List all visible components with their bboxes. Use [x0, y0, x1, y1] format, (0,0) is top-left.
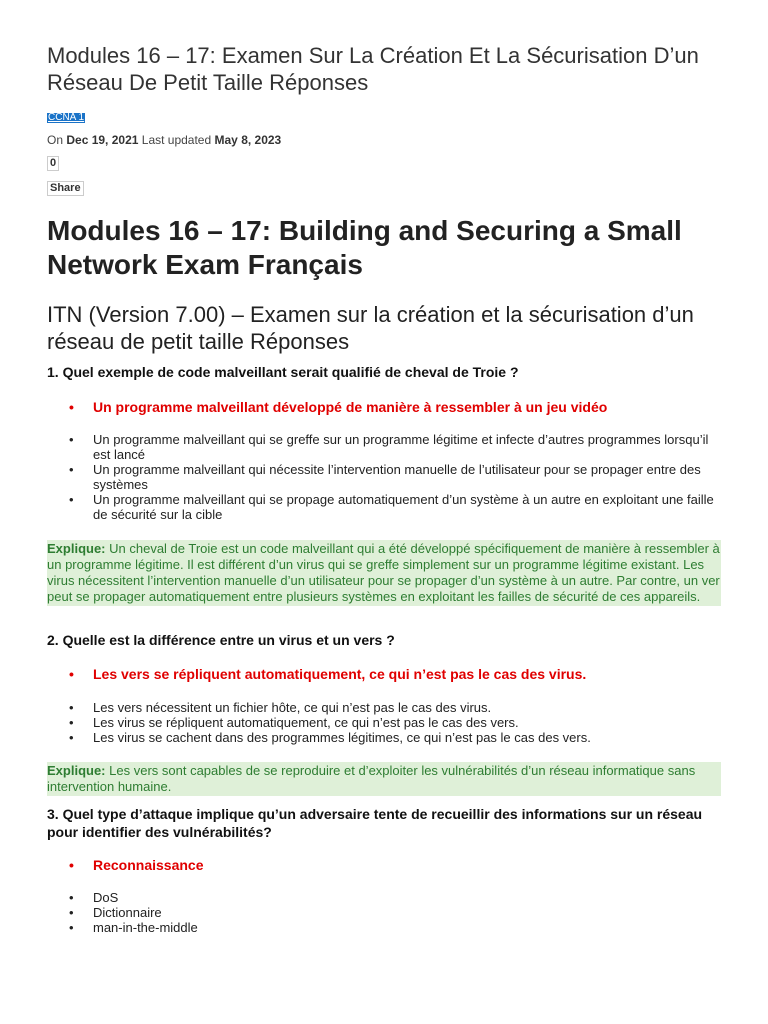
question-3: 3. Quel type d’attaque implique qu’un adversaire tente de recueillir des informations sur un réseau pour identifier des vulnérabilités?: [47, 806, 703, 840]
updated-date: May 8, 2023: [214, 133, 282, 147]
answer-option: [47, 715, 727, 730]
explanation-text: Les vers sont capables de se reproduire et d’exploiter les vulnérabilités d’un réseau informatique sans intervention humaine.: [47, 763, 696, 794]
bullet-icon: •: [69, 700, 74, 715]
answer-option: [47, 700, 727, 715]
answer-option: [47, 730, 727, 745]
answer-option-text: Les virus se cachent dans des programmes légitimes, ce qui n’est pas le cas des vers.: [93, 730, 591, 745]
explanation-box: [47, 540, 721, 606]
bullet-icon: •: [69, 462, 74, 477]
on-label: On: [47, 133, 64, 147]
correct-answer: [47, 665, 727, 683]
question-3-options: [47, 890, 727, 935]
page-title: Modules 16 – 17: Examen Sur La Création Et La Sécurisation D’un Réseau De Petit Taille Réponses: [47, 43, 699, 95]
question-1: 1. Quel exemple de code malveillant serait qualifié de cheval de Troie ?: [47, 364, 519, 380]
answer-option: [47, 920, 727, 935]
bullet-icon: •: [69, 920, 74, 935]
question-1-correct-list: [47, 398, 727, 416]
share-button[interactable]: Share: [47, 181, 84, 196]
explanation-text: Un cheval de Troie est un code malveillant qui a été développé spécifiquement de manière à ressembler à un programme légitime. Il est différent d’un virus qui se greffe simplement sur un programme légitime existant. Les virus nécessitent l’intervention manuelle d’un utilisateur pour se propager d’un système à un autre. Par contre, un ver peut se propager automatiquement entre plusieurs systèmes en exploitant les failles de sécurité de ces appareils.: [47, 541, 720, 604]
article-subheading: ITN (Version 7.00) – Examen sur la création et la sécurisation d’un réseau de petit taille Réponses: [47, 302, 694, 354]
post-meta: [47, 133, 281, 147]
correct-answer-text: Les vers se répliquent automatiquement, ce qui n’est pas le cas des virus.: [93, 666, 587, 682]
explanation-box: [47, 762, 721, 796]
category-tag[interactable]: CCNA 1: [48, 112, 85, 123]
answer-option: [47, 890, 727, 905]
answer-option-text: Un programme malveillant qui nécessite l’intervention manuelle de l’utilisateur pour se propager entre des systèmes: [93, 462, 701, 492]
answer-option-text: Les vers nécessitent un fichier hôte, ce qui n’est pas le cas des virus.: [93, 700, 492, 715]
bullet-icon: •: [69, 890, 74, 905]
correct-answer-text: Reconnaissance: [93, 857, 204, 873]
answer-option-text: Les virus se répliquent automatiquement, ce qui n’est pas le cas des vers.: [93, 715, 519, 730]
explanation-label: Explique:: [47, 763, 106, 778]
answer-option-text: Un programme malveillant qui se greffe sur un programme légitime et infecte d’autres programmes lorsqu’il est lancé: [93, 432, 709, 462]
question-1-options: [47, 432, 727, 522]
bullet-icon: •: [69, 399, 74, 415]
question-2-correct-list: [47, 665, 727, 683]
bullet-icon: •: [69, 432, 74, 447]
bullet-icon: •: [69, 857, 74, 873]
post-date: Dec 19, 2021: [66, 133, 139, 147]
explanation-label: Explique:: [47, 541, 106, 556]
question-2: 2. Quelle est la différence entre un virus et un vers ?: [47, 632, 395, 648]
correct-answer: [47, 398, 727, 416]
correct-answer-text: Un programme malveillant développé de manière à ressembler à un jeu vidéo: [93, 399, 608, 415]
bullet-icon: •: [69, 715, 74, 730]
answer-option: [47, 462, 727, 492]
updated-label: Last updated: [141, 133, 212, 147]
correct-answer: [47, 856, 727, 874]
question-3-correct-list: [47, 856, 727, 874]
answer-option-text: man-in-the-middle: [93, 920, 198, 935]
bullet-icon: •: [69, 730, 74, 745]
article-heading: Modules 16 – 17: Building and Securing a Small Network Exam Français: [47, 215, 682, 280]
answer-option-text: Dictionnaire: [93, 905, 162, 920]
comment-count-button[interactable]: 0: [47, 156, 59, 171]
bullet-icon: •: [69, 492, 74, 507]
answer-option: [47, 492, 727, 522]
answer-option-text: DoS: [93, 890, 119, 905]
bullet-icon: •: [69, 905, 74, 920]
question-2-options: [47, 700, 727, 745]
bullet-icon: •: [69, 666, 74, 682]
answer-option-text: Un programme malveillant qui se propage automatiquement d’un système à un autre en exploitant une faille de sécurité sur la cible: [93, 492, 714, 522]
answer-option: [47, 905, 727, 920]
answer-option: [47, 432, 727, 462]
